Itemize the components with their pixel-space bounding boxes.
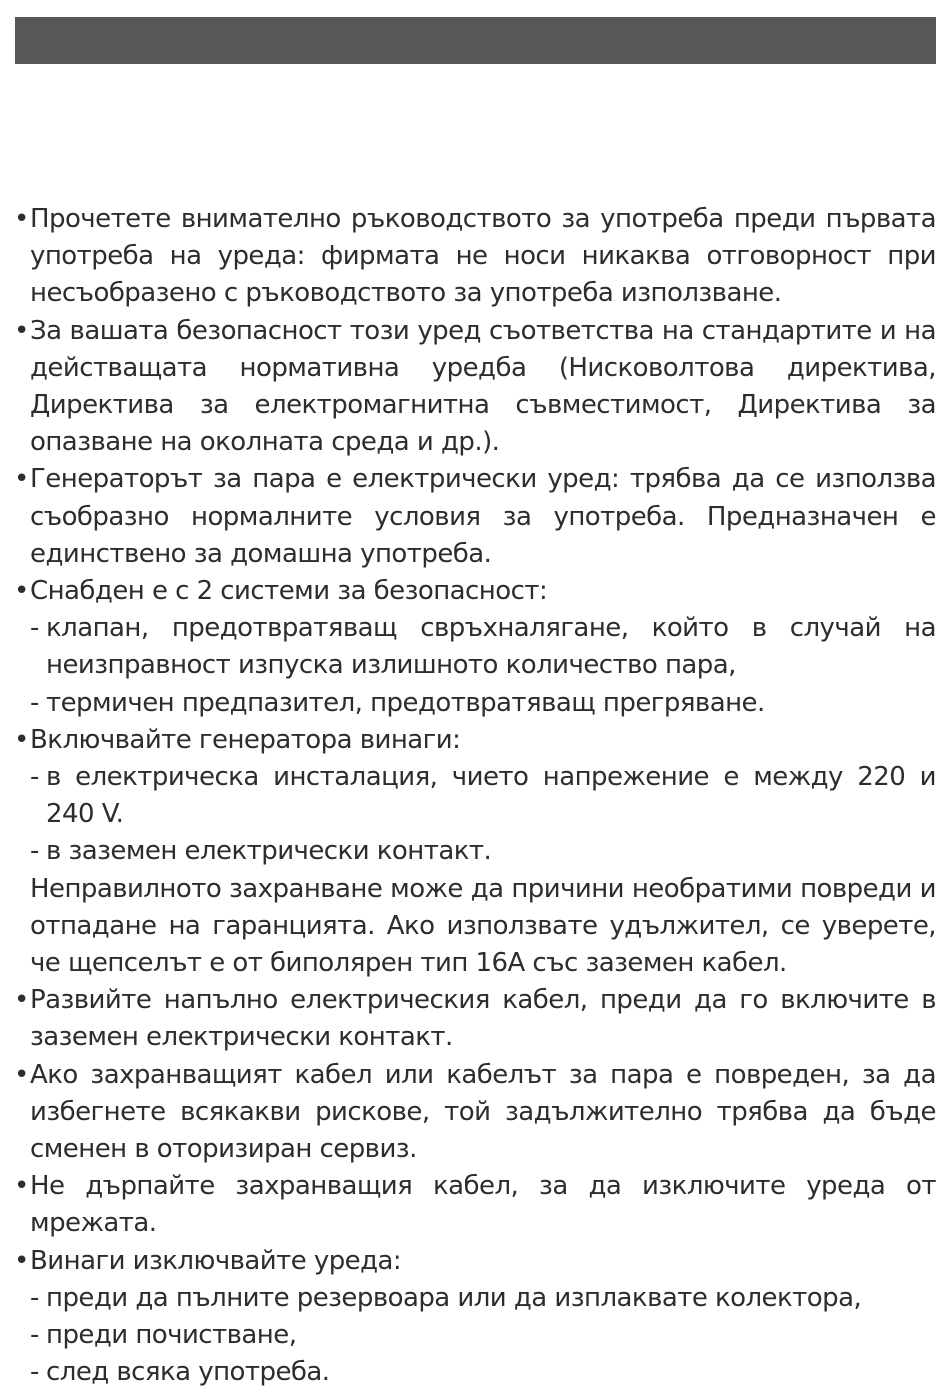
bullet-text: Включвайте генератора винаги: (30, 724, 461, 755)
bullet-marker: • (14, 204, 29, 234)
bullet-item (14, 1243, 936, 1280)
header-bar (15, 17, 936, 64)
note-paragraph (14, 871, 936, 983)
dash-marker: - (30, 1282, 39, 1313)
bullet-item (14, 313, 936, 462)
safety-instructions (14, 201, 936, 1392)
bullet-text: Винаги изключвайте уреда: (30, 1245, 402, 1276)
bullet-item (14, 982, 936, 1056)
dash-marker: - (30, 762, 39, 793)
sub-item-text: преди да пълните резервоара или да изплаквате колектора, (46, 1282, 862, 1313)
bullet-marker: • (14, 464, 29, 495)
bullet-text: За вашата безопасност този уред съответства на стандартите и на действащата нормативна уредба (Нисковолтова директива, Директива за електромагнитна съвместимост, Директива за опазване на околната среда и др.). (30, 315, 936, 458)
dash-marker: - (30, 613, 39, 644)
sub-item-text: клапан, предотвратяващ свръхналягане, който в случай на неизправност изпуска излишното количество пара, (46, 613, 936, 681)
bullet-item (14, 573, 936, 610)
bullet-item (14, 722, 936, 759)
bullet-marker: • (14, 1059, 29, 1090)
dash-marker: - (30, 836, 39, 867)
bullet-text: Генераторът за пара е електрически уред: трябва да се използва съобразно нормалните условия за употреба. Предназначен е единствено за домашна употреба. (30, 464, 936, 569)
sub-item (14, 610, 936, 684)
bullet-item (14, 201, 936, 313)
bullet-marker: • (14, 724, 29, 755)
sub-item (14, 833, 936, 870)
bullet-item (14, 1057, 936, 1169)
bullet-text: Не дърпайте захранващия кабел, за да изключите уреда от мрежата. (30, 1171, 936, 1239)
dash-marker: - (30, 1320, 39, 1351)
sub-item-text: след всяка употреба. (46, 1357, 330, 1388)
bullet-marker: • (14, 315, 29, 346)
sub-item-text: в електрическа инсталация, чието напрежение е между 220 и 240 V. (46, 762, 936, 830)
sub-item (14, 1280, 936, 1317)
bullet-item (14, 461, 936, 573)
note-text: Неправилното захранване може да причини необратими повреди и отпадане на гаранцията. Ако използвате удължител, се уверете, че щепселът е от биполярен тип 16A със заземен кабел. (30, 873, 936, 979)
sub-item-text: термичен предпазител, предотвратяващ прегряване. (46, 687, 765, 718)
sub-item (14, 685, 936, 722)
bullet-marker: • (14, 576, 29, 607)
bullet-marker: • (14, 985, 29, 1016)
sub-item (14, 1354, 936, 1391)
bullet-text: Прочетете внимателно ръководството за употреба преди първата употреба на уреда: фирмата не носи никаква отговорност при несъобразено с ръководството за употреба използване. (30, 204, 936, 309)
sub-item-text: в заземен електрически контакт. (46, 836, 492, 867)
bullet-item (14, 1168, 936, 1242)
sub-item (14, 1317, 936, 1354)
bullet-text: Развийте напълно електрическия кабел, преди да го включите в заземен електрически контакт. (30, 985, 936, 1053)
bullet-text: Ако захранващият кабел или кабелът за пара е повреден, за да избегнете всякакви рискове, той задължително трябва да бъде сменен в оторизиран сервиз. (30, 1059, 936, 1165)
bullet-text: Снабден е с 2 системи за безопасност: (30, 576, 548, 607)
sub-item-text: преди почистване, (46, 1320, 297, 1351)
dash-marker: - (30, 1357, 39, 1388)
bullet-marker: • (14, 1245, 29, 1276)
dash-marker: - (30, 687, 39, 718)
sub-item (14, 759, 936, 833)
bullet-marker: • (14, 1171, 29, 1202)
